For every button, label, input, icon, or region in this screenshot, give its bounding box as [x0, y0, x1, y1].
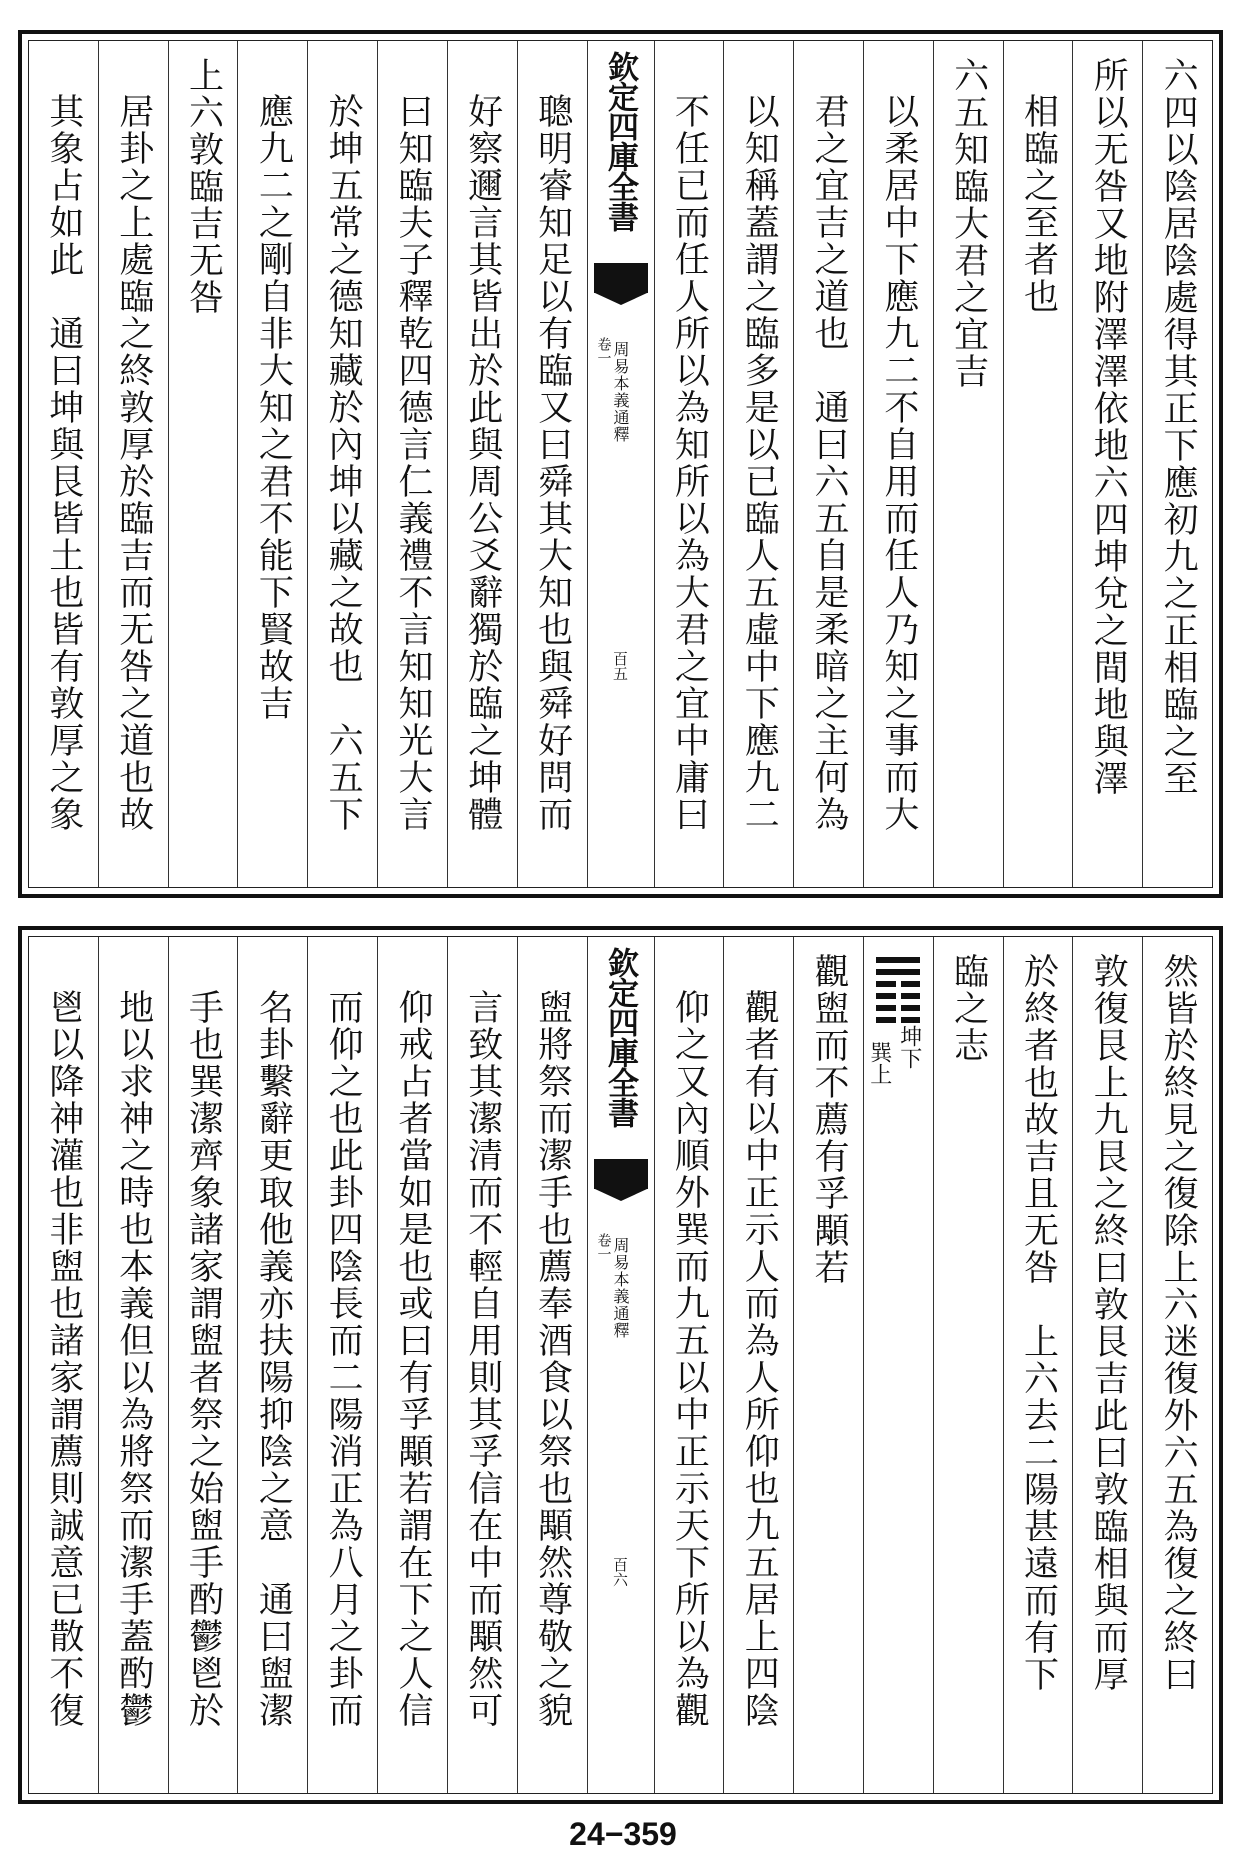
text-column: 臨之志	[948, 953, 989, 1064]
text-column: 曰知臨夫子釋乾四德言仁義禮不言知知光大言	[392, 93, 433, 833]
text-column: 六四以陰居陰處得其正下應初九之正相臨之至	[1158, 57, 1199, 797]
fishtail-mark	[594, 263, 648, 293]
top-page-columns	[29, 41, 1212, 887]
hexagram-column	[863, 937, 933, 1793]
folio-number: 百五	[611, 651, 629, 681]
book-title: 欽定四庫全書	[602, 51, 638, 231]
text-column: 於坤五常之德知藏於內坤以藏之故也 六五下	[323, 93, 364, 833]
center-fold	[587, 41, 654, 887]
text-column: 然皆於終見之復除上六迷復外六五為復之終曰	[1158, 953, 1199, 1693]
text-column: 仰之又內順外巽而九五以中正示天下所以為觀	[669, 989, 710, 1729]
text-column: 好察邇言其皆出於此與周公爻辭獨於臨之坤體	[462, 93, 503, 833]
text-column: 敦復艮上九艮之終曰敦艮吉此曰敦臨相與而厚	[1088, 953, 1129, 1693]
text-column: 以柔居中下應九二不自用而任人乃知之事而大	[878, 93, 919, 833]
text-column: 其象占如此 通曰坤與艮皆土也皆有敦厚之象	[43, 93, 84, 833]
volume-label: 卷一	[595, 337, 612, 365]
text-column: 手也巽潔齊象諸家謂盥者祭之始盥手酌鬱鬯於	[183, 989, 224, 1729]
trigram-upper-label: 巽上	[866, 1041, 892, 1085]
text-column: 相臨之至者也	[1018, 93, 1059, 315]
top-page-frame	[28, 40, 1213, 888]
text-column: 仰戒占者當如是也或曰有孚顒若謂在下之人信	[392, 989, 433, 1729]
volume-label: 卷一	[595, 1233, 612, 1261]
volume-page-number: 24−359	[569, 1816, 677, 1852]
top-page	[18, 30, 1223, 898]
book-name: 周易本義通釋	[611, 341, 630, 443]
text-column: 所以无咎又地附澤澤依地六四坤兌之間地與澤	[1088, 57, 1129, 797]
folio-number: 百六	[611, 1557, 629, 1587]
text-column: 聰明睿知足以有臨又曰舜其大知也與舜好問而	[532, 93, 573, 833]
text-column: 盥將祭而潔手也薦奉酒食以祭也顒然尊敬之貌	[532, 989, 573, 1729]
bottom-page	[18, 926, 1223, 1804]
text-column: 應九二之剛自非大知之君不能下賢故吉	[253, 93, 294, 722]
text-column: 六五知臨大君之宜吉	[948, 57, 989, 390]
text-column: 觀者有以中正示人而為人所仰也九五居上四陰	[739, 989, 780, 1729]
guan-hexagram-icon	[876, 957, 920, 1029]
trigram-lower-label: 坤下	[896, 1025, 922, 1069]
text-column: 地以求神之時也本義但以為將祭而潔手蓋酌鬱	[113, 989, 154, 1729]
text-column: 於終者也故吉且无咎 上六去二陽甚遠而有下	[1018, 953, 1059, 1693]
book-title: 欽定四庫全書	[602, 947, 638, 1127]
bottom-page-columns	[29, 937, 1212, 1793]
center-fold	[587, 937, 654, 1793]
text-column: 君之宜吉之道也 通曰六五自是柔暗之主何為	[809, 93, 850, 833]
text-column: 以知稱蓋謂之臨多是以已臨人五虛中下應九二	[739, 93, 780, 833]
text-column: 居卦之上處臨之終敦厚於臨吉而无咎之道也故	[113, 93, 154, 833]
text-column: 觀盥而不薦有孚顒若	[809, 953, 850, 1286]
fishtail-mark	[594, 1159, 648, 1189]
text-column: 名卦繫辭更取他義亦扶陽抑陰之意 通曰盥潔	[253, 989, 294, 1729]
book-name: 周易本義通釋	[611, 1237, 630, 1339]
text-column: 言致其潔清而不輕自用則其孚信在中而顒然可	[462, 989, 503, 1729]
bottom-page-frame	[28, 936, 1213, 1794]
text-column: 而仰之也此卦四陰長而二陽消正為八月之卦而	[323, 989, 364, 1729]
text-column: 上六敦臨吉无咎	[183, 57, 224, 316]
text-column: 鬯以降神灌也非盥也諸家謂薦則誠意已散不復	[43, 989, 84, 1729]
text-column: 不任已而任人所以為知所以為大君之宜中庸曰	[669, 93, 710, 833]
